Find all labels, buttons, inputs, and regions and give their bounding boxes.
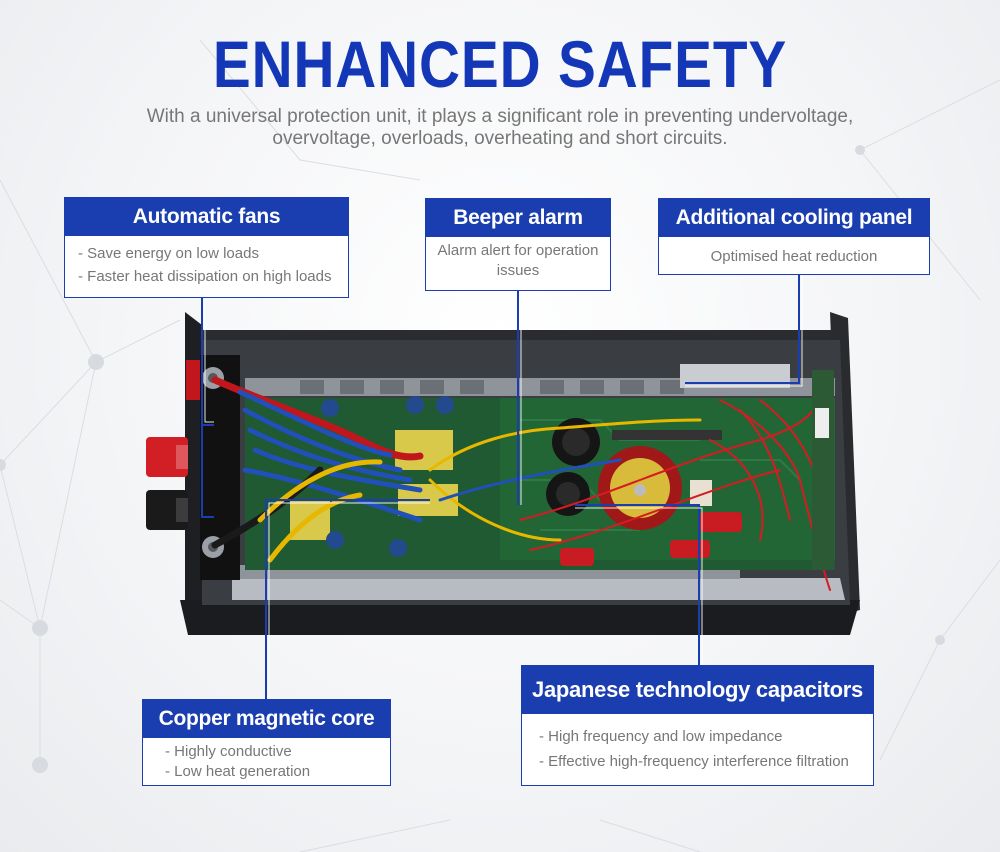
callout-copper-core-body [143,738,390,782]
callout-copper-core-title: Copper magnetic core [143,700,390,738]
callout-automatic-fans-body [65,236,348,288]
list-item: - Effective high-frequency interference filtration [539,753,849,770]
callout-beeper-alarm-line-1: Alarm alert for operation [437,242,599,259]
callout-beeper-alarm-line-2: issues [496,262,540,279]
subtitle-line-2: overvoltage, overloads, overheating and short circuits. [272,128,728,149]
subtitle-line-1: With a universal protection unit, it plays a significant role in preventing undervoltage, [146,106,854,127]
page-subtitle [100,106,900,150]
page-title: ENHANCED SAFETY [212,27,788,101]
callout-automatic-fans [64,197,349,298]
callout-beeper-alarm [425,198,611,291]
callout-cooling-panel-title: Additional cooling panel [659,199,929,237]
list-item: - Highly conductive [165,743,292,760]
list-item: - Low heat generation [165,763,311,780]
callout-capacitors [521,665,874,786]
callout-beeper-alarm-title: Beeper alarm [426,199,610,237]
callout-cooling-panel [658,198,930,275]
callout-automatic-fans-title: Automatic fans [65,198,348,236]
callout-cooling-panel-body: Optimised heat reduction [710,248,878,265]
callout-beeper-alarm-body [426,237,610,281]
callout-copper-core [142,699,391,786]
callout-capacitors-title: Japanese technology capacitors [522,666,873,714]
list-item: - Faster heat dissipation on high loads [78,268,332,285]
list-item: - Save energy on low loads [78,245,259,262]
callout-capacitors-body [522,714,873,774]
list-item: - High frequency and low impedance [539,728,783,745]
